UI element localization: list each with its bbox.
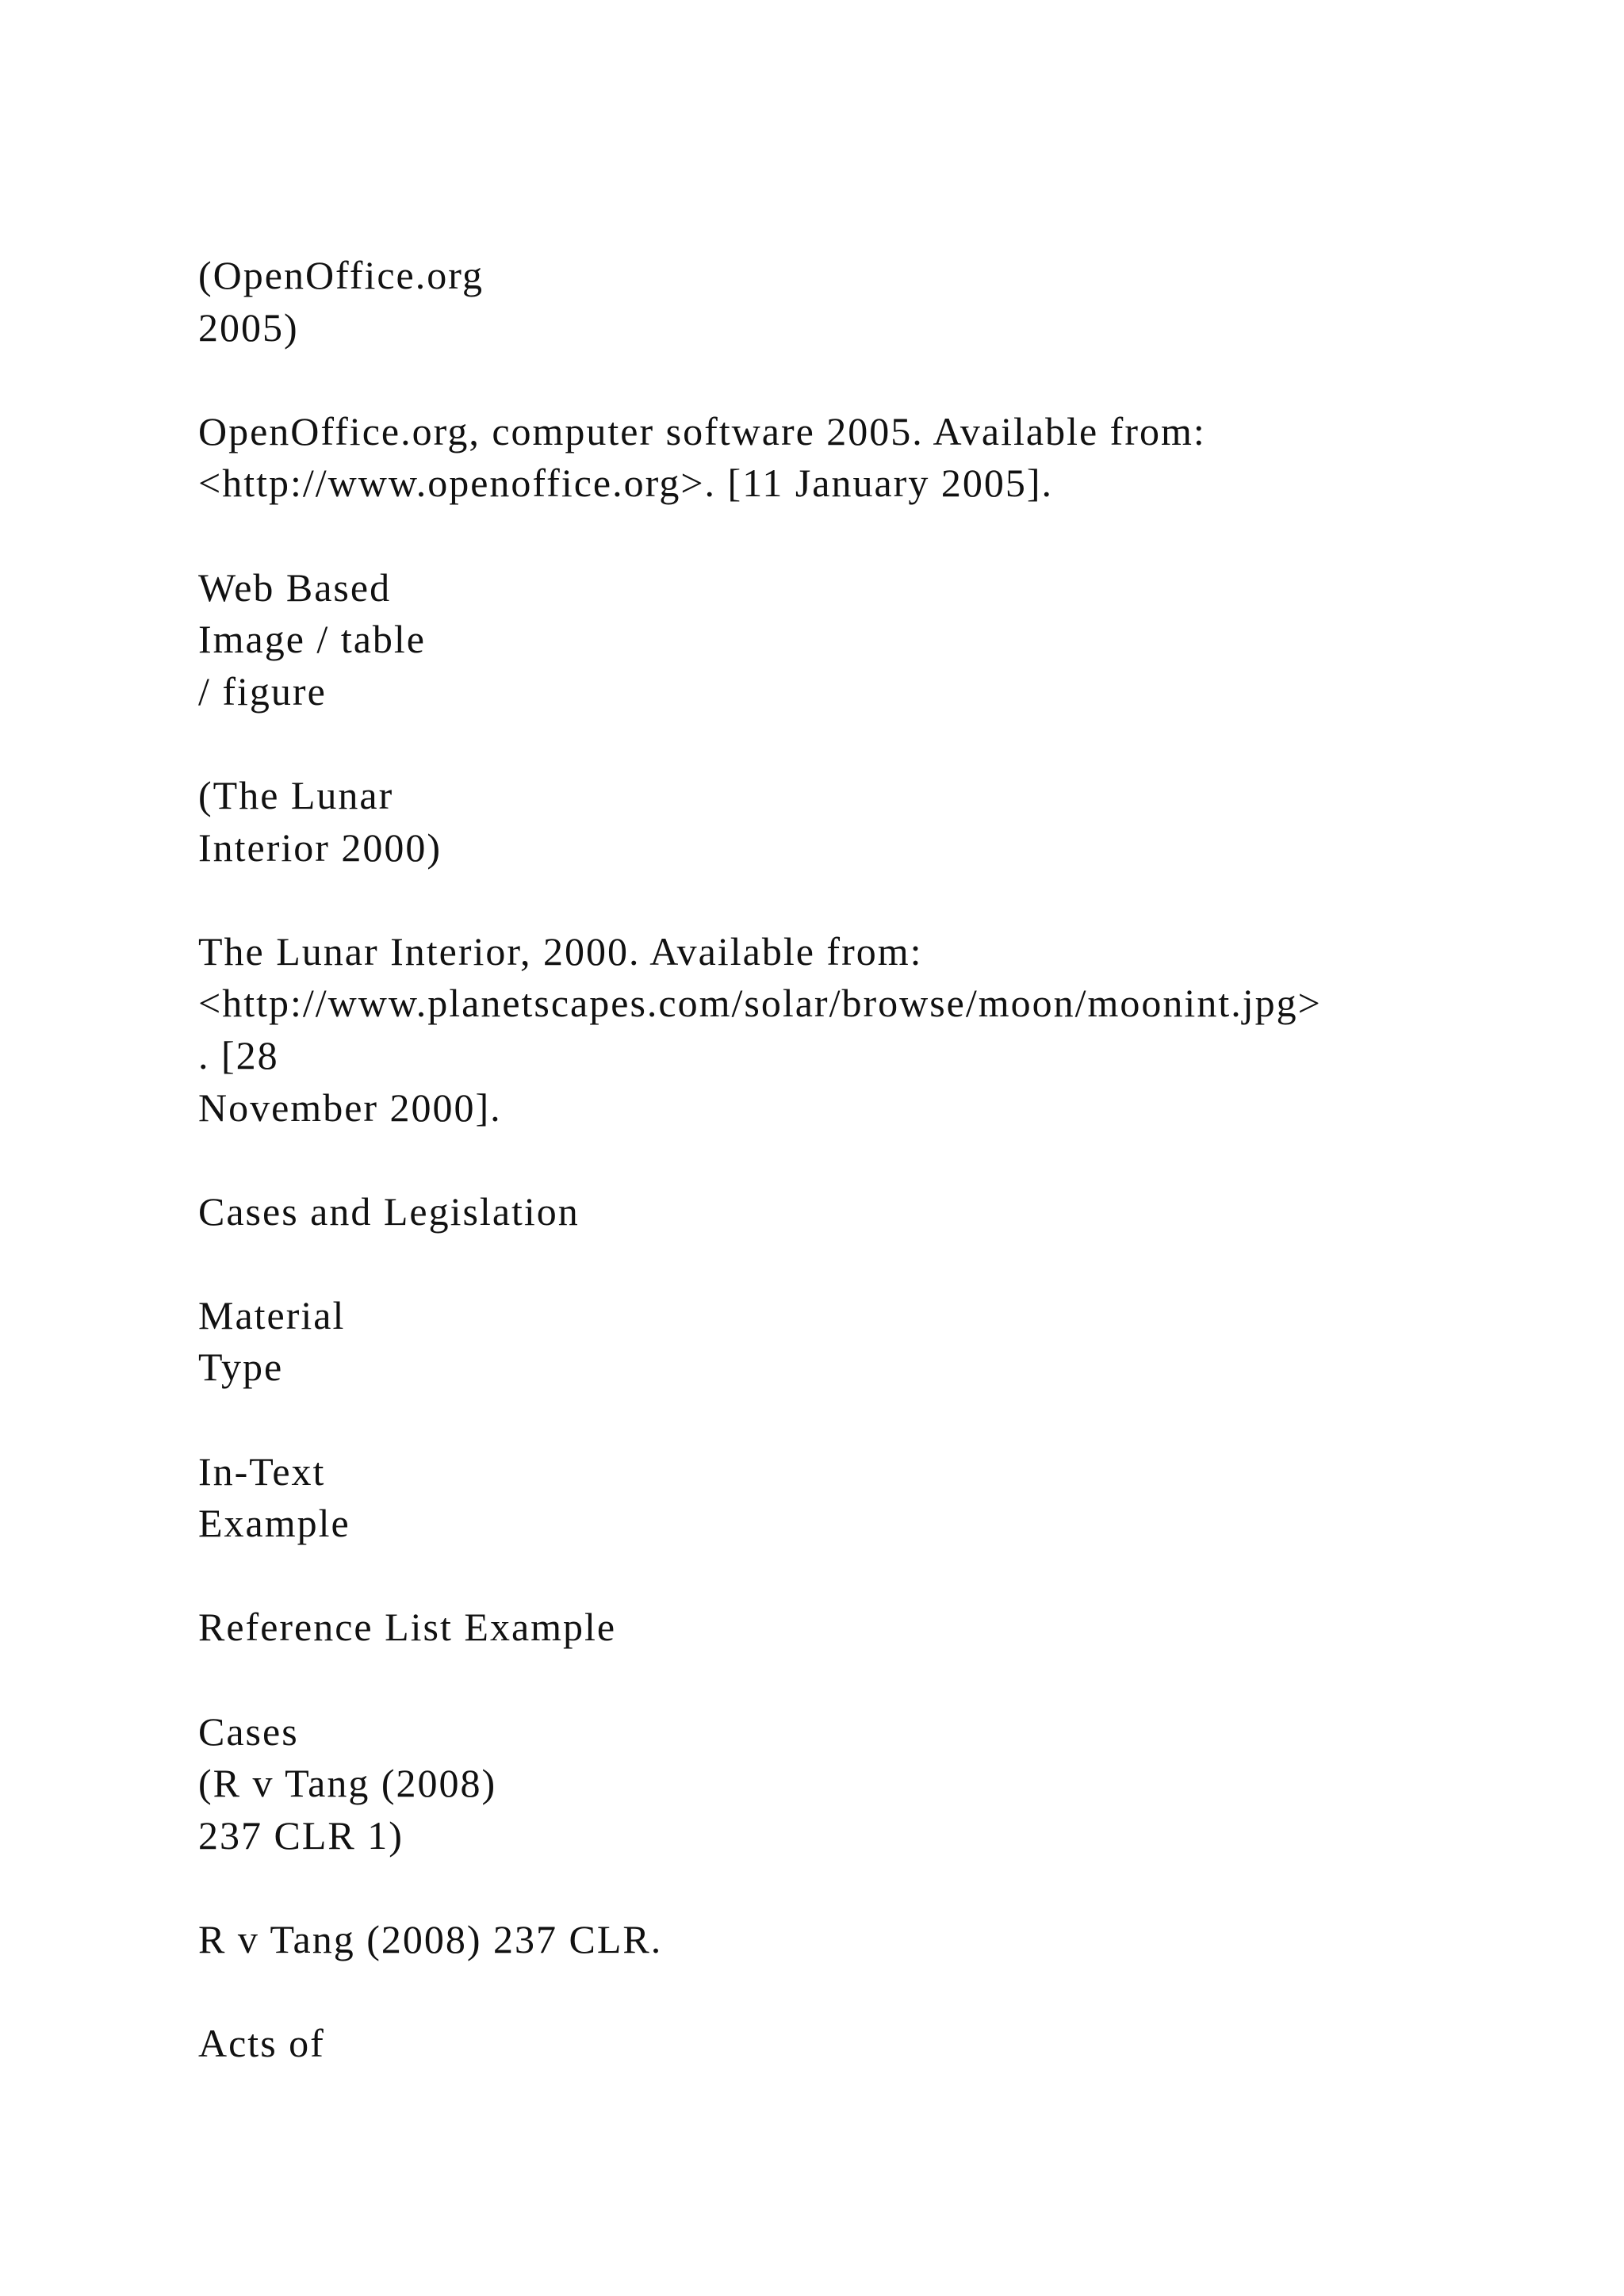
acts-material-type bbox=[198, 2018, 1546, 2070]
text-line: R v Tang (2008) 237 CLR. bbox=[198, 1917, 663, 1961]
text-line: The Lunar Interior, 2000. Available from: bbox=[198, 928, 923, 974]
text-line: <http://www.openoffice.org>. [11 January 2005]. bbox=[198, 461, 1053, 506]
text-line: Image / table bbox=[198, 617, 426, 662]
in-text-citation-openoffice bbox=[198, 250, 1546, 354]
text-line: Cases and Legislation bbox=[198, 1188, 580, 1234]
column-header-material-type bbox=[198, 1290, 1546, 1394]
cases-in-text-citation bbox=[198, 1706, 1546, 1862]
text-line: November 2000]. bbox=[198, 1085, 502, 1130]
reference-openoffice bbox=[198, 406, 1546, 510]
column-header-reference-list-example bbox=[198, 1601, 1546, 1654]
text-line: Example bbox=[198, 1501, 350, 1546]
text-line: / figure bbox=[198, 668, 327, 714]
text-line: In-Text bbox=[198, 1448, 326, 1494]
material-type-web-image bbox=[198, 562, 1546, 718]
text-line: Type bbox=[198, 1345, 284, 1390]
text-line: OpenOffice.org, computer software 2005. Available from: bbox=[198, 408, 1206, 453]
text-line: . [28 bbox=[198, 1032, 279, 1077]
text-line: Acts of bbox=[198, 2021, 325, 2066]
text-line: (OpenOffice.org bbox=[198, 253, 484, 297]
text-line: (R v Tang (2008) bbox=[198, 1761, 497, 1806]
text-line: Material bbox=[198, 1292, 346, 1337]
text-line: <http://www.planetscapes.com/solar/browse/moon/moonint.jpg> bbox=[198, 981, 1322, 1026]
text-line: (The Lunar bbox=[198, 772, 394, 817]
text-line: Cases bbox=[198, 1709, 299, 1754]
reference-lunar bbox=[198, 926, 1546, 1134]
in-text-citation-lunar bbox=[198, 770, 1546, 874]
text-line: 237 CLR 1) bbox=[198, 1812, 404, 1858]
text-line: Interior 2000) bbox=[198, 825, 442, 870]
column-header-in-text-example bbox=[198, 1446, 1546, 1550]
text-line: Reference List Example bbox=[198, 1605, 617, 1650]
cases-reference bbox=[198, 1914, 1546, 1966]
section-heading-cases-legislation bbox=[198, 1186, 1546, 1238]
text-line: Web Based bbox=[198, 564, 392, 610]
document-body bbox=[198, 250, 1546, 2070]
text-line: 2005) bbox=[198, 304, 299, 350]
